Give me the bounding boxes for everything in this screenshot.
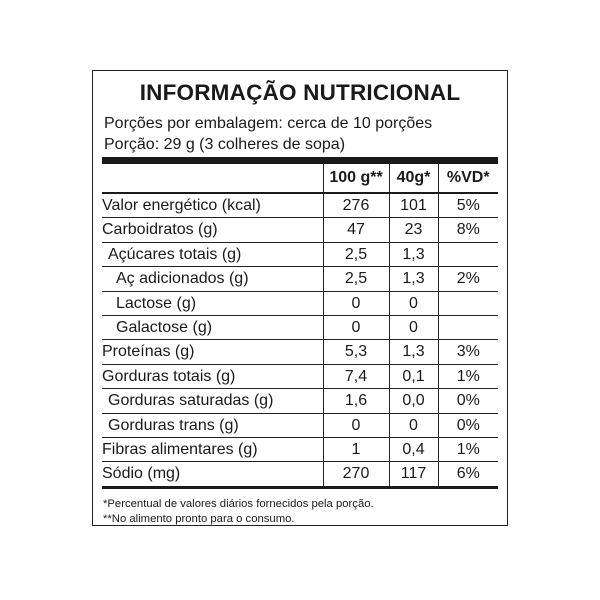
value-per-serving: 117 bbox=[389, 462, 438, 487]
value-per-serving: 1,3 bbox=[389, 242, 438, 266]
daily-value-percent: 0% bbox=[438, 413, 498, 437]
table-row bbox=[102, 389, 498, 413]
footnote-daily-value: *Percentual de valores diários fornecidos pela porção. bbox=[103, 497, 374, 510]
nutrient-name: Sódio (mg) bbox=[102, 462, 323, 487]
daily-value-percent bbox=[438, 316, 498, 340]
daily-value-percent: 8% bbox=[438, 218, 498, 242]
value-per-serving: 0,0 bbox=[389, 389, 438, 413]
table-row bbox=[102, 413, 498, 437]
value-per-100g: 5,3 bbox=[323, 340, 389, 364]
table-row bbox=[102, 193, 498, 218]
nutrition-table bbox=[102, 164, 498, 489]
table-row bbox=[102, 316, 498, 340]
value-per-serving: 23 bbox=[389, 218, 438, 242]
daily-value-percent: 1% bbox=[438, 438, 498, 462]
table-row bbox=[102, 340, 498, 364]
footnote-ready-to-eat: **No alimento pronto para o consumo. bbox=[103, 512, 295, 525]
value-per-serving: 0 bbox=[389, 291, 438, 315]
nutrient-name: Gorduras totais (g) bbox=[102, 364, 323, 388]
nutrient-name: Valor energético (kcal) bbox=[102, 193, 323, 218]
daily-value-percent: 5% bbox=[438, 193, 498, 218]
daily-value-percent: 0% bbox=[438, 389, 498, 413]
value-per-serving: 0 bbox=[389, 316, 438, 340]
nutrient-name: Açúcares totais (g) bbox=[102, 242, 323, 266]
value-per-100g: 2,5 bbox=[323, 242, 389, 266]
header-per-serving: 40g* bbox=[389, 164, 438, 193]
footnotes bbox=[103, 497, 498, 527]
value-per-100g: 0 bbox=[323, 291, 389, 315]
table-row bbox=[102, 291, 498, 315]
value-per-100g: 47 bbox=[323, 218, 389, 242]
header-daily-value: %VD* bbox=[438, 164, 498, 193]
nutrient-name: Carboidratos (g) bbox=[102, 218, 323, 242]
header-per-100g: 100 g** bbox=[323, 164, 389, 193]
value-per-serving: 101 bbox=[389, 193, 438, 218]
nutrient-name: Lactose (g) bbox=[102, 291, 323, 315]
value-per-100g: 1 bbox=[323, 438, 389, 462]
nutrient-name: Gorduras saturadas (g) bbox=[102, 389, 323, 413]
daily-value-percent bbox=[438, 242, 498, 266]
servings-per-package: Porções por embalagem: cerca de 10 porções bbox=[104, 115, 433, 132]
table-row bbox=[102, 218, 498, 242]
daily-value-percent: 6% bbox=[438, 462, 498, 487]
value-per-serving: 0,1 bbox=[389, 364, 438, 388]
serving-size: Porção: 29 g (3 colheres de sopa) bbox=[104, 136, 346, 153]
table-row bbox=[102, 364, 498, 388]
table-row bbox=[102, 438, 498, 462]
nutrient-name: Gorduras trans (g) bbox=[102, 413, 323, 437]
value-per-serving: 0 bbox=[389, 413, 438, 437]
value-per-serving: 1,3 bbox=[389, 340, 438, 364]
table-row bbox=[102, 242, 498, 266]
thick-divider bbox=[102, 157, 498, 164]
label-title: INFORMAÇÃO NUTRICIONAL bbox=[139, 80, 461, 105]
value-per-100g: 2,5 bbox=[323, 267, 389, 291]
daily-value-percent bbox=[438, 291, 498, 315]
table-header-row bbox=[102, 164, 498, 193]
value-per-100g: 0 bbox=[323, 316, 389, 340]
nutrient-name: Galactose (g) bbox=[102, 316, 323, 340]
nutrient-name: Fibras alimentares (g) bbox=[102, 438, 323, 462]
value-per-100g: 0 bbox=[323, 413, 389, 437]
value-per-100g: 270 bbox=[323, 462, 389, 487]
table-row bbox=[102, 462, 498, 487]
value-per-serving: 1,3 bbox=[389, 267, 438, 291]
daily-value-percent: 1% bbox=[438, 364, 498, 388]
daily-value-percent: 2% bbox=[438, 267, 498, 291]
nutrition-facts-label bbox=[92, 70, 508, 526]
header-nutrient bbox=[102, 164, 323, 193]
value-per-100g: 7,4 bbox=[323, 364, 389, 388]
nutrient-name: Aç adicionados (g) bbox=[102, 267, 323, 291]
nutrient-name: Proteínas (g) bbox=[102, 340, 323, 364]
table-row bbox=[102, 267, 498, 291]
value-per-100g: 276 bbox=[323, 193, 389, 218]
value-per-serving: 0,4 bbox=[389, 438, 438, 462]
value-per-100g: 1,6 bbox=[323, 389, 389, 413]
daily-value-percent: 3% bbox=[438, 340, 498, 364]
